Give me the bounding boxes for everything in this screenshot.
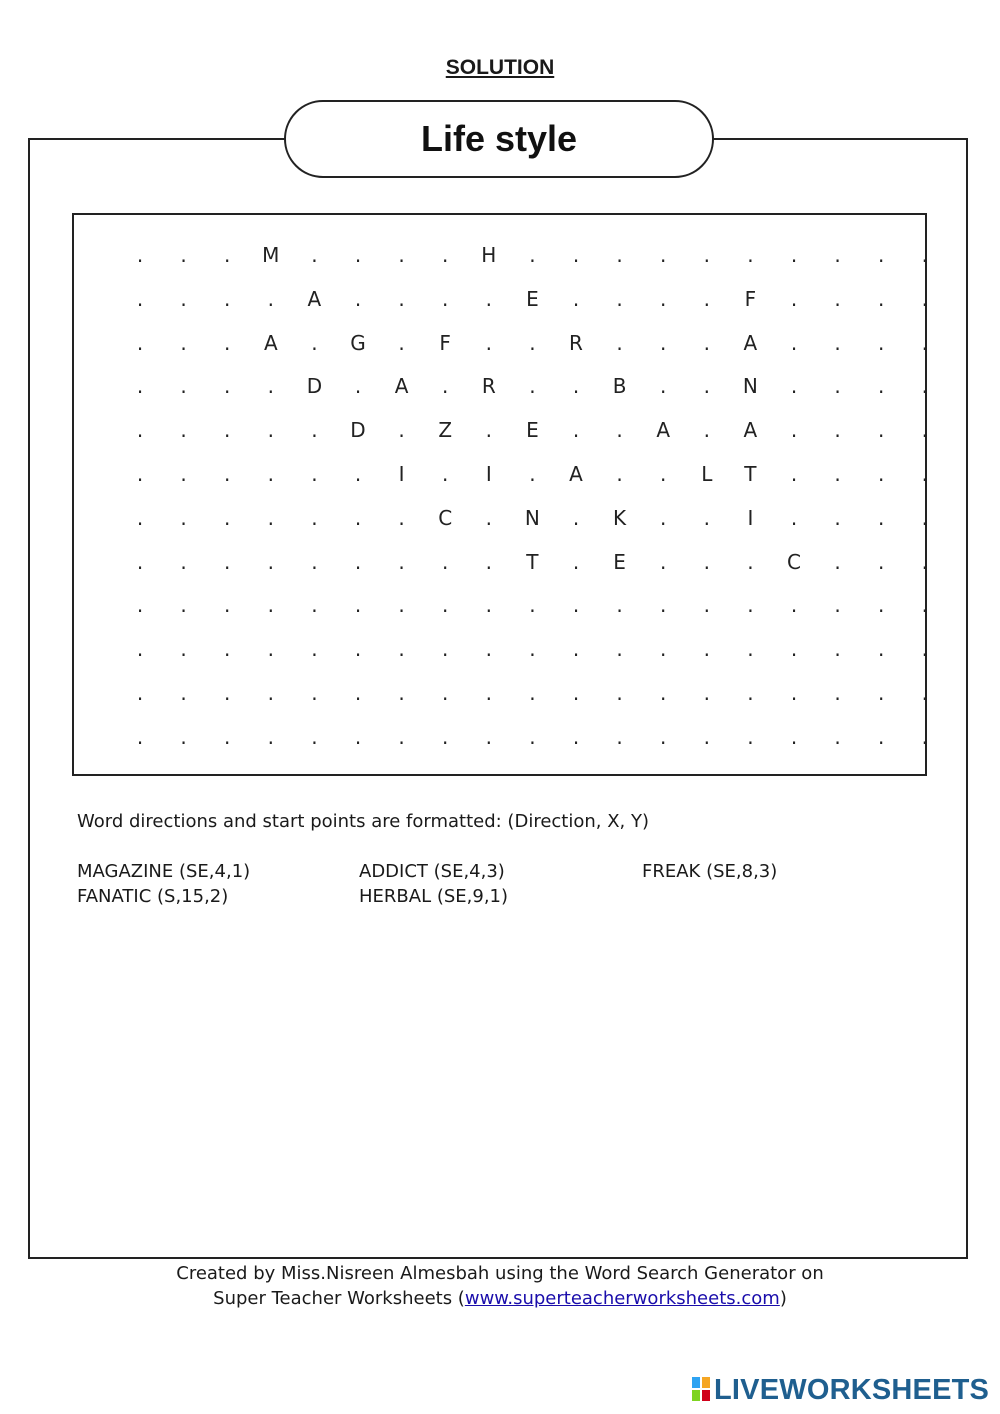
grid-cell: .: [311, 330, 318, 355]
grid-cell: .: [485, 505, 492, 530]
grid-cell: .: [660, 637, 667, 662]
grid-cell: .: [572, 637, 580, 662]
grid-cell: A: [307, 286, 322, 311]
grid-cell: .: [354, 374, 362, 399]
grid-cell: E: [526, 286, 539, 311]
grid-cell: .: [136, 286, 144, 311]
grid-cell: .: [136, 243, 144, 267]
grid-cell: .: [616, 724, 623, 749]
page-title: Life style: [420, 118, 578, 159]
grid-cell: .: [572, 418, 580, 443]
grid-cell: .: [398, 549, 405, 574]
grid-cell: I: [485, 462, 492, 486]
grid-cell: .: [354, 243, 362, 267]
grid-cell: .: [572, 681, 580, 705]
grid-cell: .: [267, 418, 274, 443]
grid-cell: .: [485, 593, 492, 618]
grid-cell: .: [878, 330, 885, 355]
grid-cell: .: [224, 681, 231, 705]
grid-cell: .: [224, 374, 231, 399]
grid-cell: .: [136, 724, 144, 749]
grid-cell: .: [572, 505, 580, 530]
grid-cell: I: [747, 505, 754, 530]
grid-cell: .: [224, 505, 231, 530]
grid-cell: .: [834, 286, 841, 311]
grid-cell: .: [180, 286, 187, 311]
grid-cell: .: [180, 724, 187, 749]
grid-cell: .: [878, 374, 885, 399]
grid-cell: A: [569, 462, 583, 486]
grid-cell: .: [834, 330, 841, 355]
grid-cell: .: [180, 374, 187, 399]
grid-cell: .: [485, 418, 492, 443]
grid-cell: A: [263, 330, 278, 355]
grid-cell: .: [703, 593, 710, 618]
grid-cell: .: [442, 724, 449, 749]
grid-cell: .: [311, 637, 318, 662]
grid-cell: N: [524, 505, 540, 530]
grid-cell: .: [136, 330, 144, 355]
grid-cell: .: [703, 505, 710, 530]
grid-cell: .: [660, 330, 667, 355]
grid-cell: .: [485, 724, 492, 749]
grid-cell: C: [438, 505, 453, 530]
grid-cell: .: [311, 462, 318, 486]
grid-cell: .: [398, 330, 405, 355]
grid-cell: .: [790, 243, 798, 267]
grid-cell: .: [180, 549, 187, 574]
grid-cell: .: [921, 724, 928, 749]
grid-cell: .: [834, 505, 841, 530]
grid-cell: .: [485, 286, 492, 311]
grid-cell: .: [834, 418, 841, 443]
grid-cell: .: [485, 549, 492, 574]
grid-cell: .: [878, 637, 885, 662]
grid-cell: .: [703, 549, 710, 574]
grid-cell: .: [442, 243, 449, 267]
grid-cell: .: [703, 681, 710, 705]
grid-cell: .: [572, 286, 580, 311]
grid-cell: R: [569, 330, 583, 355]
grid-cell: .: [398, 418, 405, 443]
grid-cell: .: [398, 286, 405, 311]
credit-link[interactable]: www.superteacherworksheets.com: [464, 1288, 780, 1309]
grid-cell: N: [742, 374, 758, 399]
grid-cell: .: [921, 462, 928, 486]
grid-cell: .: [267, 637, 274, 662]
grid-cell: F: [439, 330, 451, 355]
grid-cell: .: [747, 724, 754, 749]
grid-cell: .: [442, 462, 449, 486]
grid-cell: .: [529, 593, 536, 618]
grid-cell: .: [180, 505, 187, 530]
grid-cell: .: [311, 724, 318, 749]
puzzle-grid: [72, 213, 927, 776]
grid-cell: .: [616, 681, 623, 705]
grid-cell: .: [529, 374, 536, 399]
grid-cell: .: [747, 549, 754, 574]
grid-cell: H: [481, 243, 497, 267]
grid-cell: .: [224, 462, 231, 486]
grid-cell: .: [442, 593, 449, 618]
grid-cell: .: [529, 462, 536, 486]
grid-cell: .: [529, 724, 536, 749]
grid-cell: .: [790, 462, 798, 486]
grid-cell: .: [224, 330, 231, 355]
grid-cell: .: [442, 681, 449, 705]
grid-cell: R: [481, 374, 496, 399]
grid-cell: C: [787, 549, 801, 574]
grid-cell: K: [613, 505, 627, 530]
word-entry: ADDICT (SE,4,3): [359, 861, 505, 882]
grid-cell: .: [790, 593, 798, 618]
grid-cell: .: [180, 243, 187, 267]
grid-cell: .: [572, 243, 580, 267]
grid-cell: .: [616, 462, 623, 486]
grid-cell: .: [834, 549, 841, 574]
grid-cell: .: [747, 681, 754, 705]
grid-cell: .: [267, 549, 274, 574]
grid-cell: .: [747, 243, 754, 267]
grid-cell: .: [224, 243, 231, 267]
grid-cell: .: [703, 243, 710, 267]
grid-cell: .: [616, 286, 623, 311]
grid-cell: .: [878, 549, 885, 574]
grid-cell: .: [267, 374, 274, 399]
grid-cell: .: [442, 637, 449, 662]
grid-cell: M: [262, 243, 280, 267]
grid-cell: .: [180, 330, 187, 355]
credit-suffix: ): [779, 1288, 787, 1309]
grid-cell: .: [703, 418, 710, 443]
grid-cell: .: [921, 681, 928, 705]
grid-cell: .: [136, 593, 144, 618]
grid-cell: .: [267, 681, 274, 705]
grid-cell: L: [701, 462, 713, 486]
grid-cell: .: [703, 330, 710, 355]
grid-cell: .: [529, 681, 536, 705]
grid-cell: .: [703, 724, 710, 749]
grid-cell: .: [311, 593, 318, 618]
grid-cell: .: [878, 681, 885, 705]
brand-text: LIVEWORKSHEETS: [714, 1373, 990, 1406]
grid-cell: .: [878, 505, 885, 530]
grid-cell: .: [267, 505, 274, 530]
grid-cell: A: [743, 330, 758, 355]
grid-cell: .: [180, 462, 187, 486]
grid-cell: .: [616, 637, 623, 662]
solution-label: SOLUTION: [445, 56, 555, 79]
grid-cell: Z: [438, 418, 453, 443]
grid-cell: .: [616, 593, 623, 618]
grid-cell: E: [526, 418, 539, 443]
grid-cell: .: [224, 286, 231, 311]
grid-cell: .: [136, 637, 144, 662]
grid-cell: .: [921, 243, 928, 267]
grid-cell: .: [311, 243, 318, 267]
grid-cell: .: [398, 637, 405, 662]
grid-cell: .: [616, 418, 623, 443]
grid-cell: .: [790, 681, 798, 705]
grid-cell: .: [921, 637, 928, 662]
grid-cell: .: [790, 374, 798, 399]
grid-cell: .: [398, 505, 405, 530]
credit-line-1: Created by Miss.Nisreen Almesbah using the Word Search Generator on: [176, 1263, 824, 1284]
grid-cell: .: [485, 330, 492, 355]
grid-cell: .: [224, 637, 231, 662]
grid-cell: .: [442, 286, 449, 311]
grid-cell: .: [529, 330, 536, 355]
grid-cell: .: [790, 330, 798, 355]
grid-cell: .: [572, 549, 580, 574]
grid-cell: .: [572, 724, 580, 749]
grid-cell: .: [790, 418, 798, 443]
grid-cell: .: [354, 724, 362, 749]
grid-cell: .: [311, 549, 318, 574]
grid-cell: .: [834, 637, 841, 662]
grid-cell: .: [136, 505, 144, 530]
grid-cell: .: [921, 549, 928, 574]
grid-cell: .: [398, 724, 405, 749]
grid-cell: .: [921, 374, 928, 399]
grid-cell: .: [572, 593, 580, 618]
grid-cell: .: [136, 681, 144, 705]
grid-cell: A: [394, 374, 409, 399]
grid-cell: .: [703, 374, 710, 399]
grid-cell: .: [660, 681, 667, 705]
grid-cell: .: [834, 243, 841, 267]
grid-cell: B: [612, 374, 627, 399]
grid-cell: E: [613, 549, 626, 574]
grid-cell: .: [921, 286, 928, 311]
grid-cell: .: [267, 724, 274, 749]
grid-cell: .: [660, 724, 667, 749]
grid-cell: .: [703, 637, 710, 662]
grid-cell: .: [790, 505, 798, 530]
grid-cell: .: [878, 462, 885, 486]
grid-cell: T: [744, 462, 757, 486]
grid-cell: .: [224, 549, 231, 574]
grid-cell: .: [660, 462, 667, 486]
grid-cell: .: [354, 505, 362, 530]
grid-cell: .: [660, 374, 667, 399]
directions-note: Word directions and start points are formatted: (Direction, X, Y): [77, 811, 650, 832]
grid-cell: A: [743, 418, 758, 443]
grid-cell: .: [660, 505, 667, 530]
grid-cell: T: [526, 549, 539, 574]
grid-cell: .: [354, 593, 362, 618]
grid-cell: .: [834, 462, 841, 486]
grid-cell: .: [267, 462, 274, 486]
grid-cell: .: [703, 286, 710, 311]
grid-cell: .: [616, 243, 623, 267]
grid-cell: .: [442, 374, 449, 399]
grid-cell: .: [180, 637, 187, 662]
grid-cell: .: [834, 374, 841, 399]
grid-cell: .: [354, 462, 362, 486]
word-entry: FANATIC (S,15,2): [77, 886, 229, 907]
grid-cell: .: [921, 505, 928, 530]
grid-cell: F: [744, 286, 757, 311]
grid-cell: .: [354, 681, 362, 705]
grid-cell: D: [306, 374, 323, 399]
grid-cell: .: [660, 243, 667, 267]
grid-cell: D: [350, 418, 366, 443]
grid-cell: .: [398, 681, 405, 705]
grid-cell: .: [136, 374, 144, 399]
grid-cell: .: [878, 418, 885, 443]
grid-cell: G: [350, 330, 366, 355]
grid-cell: .: [180, 681, 187, 705]
grid-cell: .: [267, 593, 274, 618]
grid-cell: .: [878, 593, 885, 618]
grid-cell: .: [921, 418, 928, 443]
grid-cell: .: [398, 593, 405, 618]
grid-cell: .: [224, 593, 231, 618]
grid-cell: .: [485, 637, 492, 662]
grid-cell: .: [529, 243, 536, 267]
word-entry: MAGAZINE (SE,4,1): [77, 861, 251, 882]
grid-cell: .: [660, 593, 667, 618]
grid-cell: .: [311, 505, 318, 530]
grid-cell: .: [660, 549, 667, 574]
grid-cell: .: [311, 418, 318, 443]
grid-cell: .: [136, 549, 144, 574]
grid-cell: .: [878, 724, 885, 749]
grid-cell: .: [529, 637, 536, 662]
grid-cell: .: [834, 724, 841, 749]
grid-cell: .: [834, 593, 841, 618]
grid-cell: .: [442, 549, 449, 574]
brand-logo[interactable]: [692, 1374, 989, 1406]
grid-cell: I: [398, 462, 405, 486]
grid-cell: .: [921, 330, 928, 355]
grid-cell: .: [180, 593, 187, 618]
liveworksheets-logo-icon: [692, 1377, 712, 1403]
credit-line-2: [0, 1288, 1000, 1309]
grid-cell: .: [224, 418, 231, 443]
grid-cell: .: [180, 418, 187, 443]
grid-cell: .: [572, 374, 580, 399]
grid-cell: .: [878, 286, 885, 311]
credit-prefix: Super Teacher Worksheets (: [213, 1288, 465, 1309]
grid-cell: .: [354, 549, 362, 574]
title-banner: [284, 100, 714, 178]
grid-cell: .: [790, 724, 798, 749]
grid-cell: .: [354, 637, 362, 662]
grid-cell: .: [398, 243, 405, 267]
grid-cell: .: [267, 286, 274, 311]
grid-cell: .: [485, 681, 492, 705]
grid-cell: .: [660, 286, 667, 311]
grid-cell: .: [878, 243, 885, 267]
word-entry: FREAK (SE,8,3): [642, 861, 778, 882]
grid-cell: .: [790, 286, 798, 311]
grid-cell: .: [136, 418, 144, 443]
grid-cell: .: [747, 637, 754, 662]
grid-cell: .: [921, 593, 928, 618]
grid-cell: .: [354, 286, 362, 311]
grid-cell: .: [224, 724, 231, 749]
grid-cell: .: [311, 681, 318, 705]
grid-cell: .: [834, 681, 841, 705]
grid-cell: A: [656, 418, 671, 443]
word-entry: HERBAL (SE,9,1): [359, 886, 509, 907]
grid-cell: .: [136, 462, 144, 486]
grid-cell: .: [790, 637, 798, 662]
grid-cell: .: [747, 593, 754, 618]
grid-cell: .: [616, 330, 623, 355]
